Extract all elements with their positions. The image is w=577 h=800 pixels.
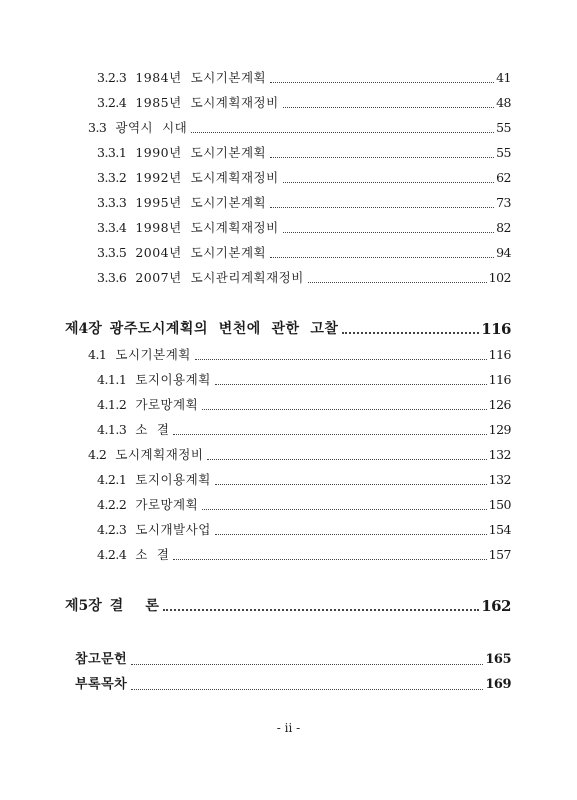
page-number: - ii - — [276, 721, 301, 735]
toc-entry-page: 132 — [488, 447, 511, 462]
toc-entry-title: 1990년 도시기본계획 — [135, 145, 267, 160]
toc-entry-page: 55 — [496, 145, 511, 160]
toc-entry-page: 165 — [485, 652, 511, 667]
toc-entry-title: 도시기본계획 — [115, 347, 191, 362]
dot-leader — [283, 182, 494, 183]
toc-entry — [97, 522, 511, 538]
dot-leader — [195, 359, 487, 360]
toc-entry — [97, 422, 511, 438]
toc-entry — [88, 120, 511, 136]
dot-leader — [191, 132, 494, 133]
dot-leader — [283, 232, 494, 233]
toc-entry-page: 55 — [496, 120, 511, 135]
toc-entry-title: 토지이용계획 — [135, 472, 211, 487]
toc-entry-page: 169 — [485, 677, 511, 692]
dot-leader — [131, 664, 483, 665]
toc-entry-page: 116 — [481, 320, 511, 338]
toc-entry — [97, 547, 511, 563]
toc-entry-number: 3.3.6 — [97, 270, 127, 285]
toc-entry-page: 102 — [488, 270, 511, 285]
toc-entry — [75, 677, 511, 693]
toc-entry — [97, 220, 511, 236]
toc-entry-number: 4.1.1 — [97, 372, 127, 387]
toc-entry-number: 3.2.4 — [97, 95, 127, 110]
toc-entry — [97, 95, 511, 111]
toc-entry-title: 2007년 도시관리계획재정비 — [135, 270, 304, 285]
toc-entry-title: 참고문헌 — [75, 652, 128, 667]
toc-chapter-entry — [65, 320, 511, 338]
dot-leader — [270, 207, 494, 208]
dot-leader — [173, 559, 486, 560]
toc-entry-page: 116 — [488, 347, 511, 362]
toc-entry-page: 162 — [481, 597, 511, 615]
toc-entry-number: 제4장 — [65, 321, 102, 337]
toc-entry-page: 126 — [488, 397, 511, 412]
dot-leader — [270, 82, 494, 83]
dot-leader — [207, 459, 486, 460]
toc-entry-title: 1992년 도시계획재정비 — [135, 170, 279, 185]
toc-entry-title: 1985년 도시계획재정비 — [135, 95, 279, 110]
toc-entry — [97, 195, 511, 211]
toc-chapter-entry — [65, 597, 511, 615]
dot-leader — [270, 257, 494, 258]
toc-entry-title: 부록목차 — [75, 677, 128, 692]
dot-leader — [202, 509, 486, 510]
toc-entry-number: 4.1 — [88, 347, 107, 362]
toc-entry — [88, 447, 511, 463]
toc-entry — [75, 652, 511, 668]
dot-leader — [308, 282, 487, 283]
toc-entry-page: 154 — [488, 522, 511, 537]
toc-entry-page: 62 — [496, 170, 511, 185]
toc-entry-page: 82 — [496, 220, 511, 235]
toc-entry-title: 토지이용계획 — [135, 372, 211, 387]
toc-entry — [97, 372, 511, 388]
toc-entry-number: 4.2.4 — [97, 547, 127, 562]
toc-entry-title: 가로망계획 — [135, 397, 199, 412]
toc-entry-title: 소 결 — [135, 422, 170, 437]
dot-leader — [163, 609, 479, 611]
toc-entry-page: 48 — [496, 95, 511, 110]
toc-entry-title: 1984년 도시기본계획 — [135, 70, 267, 85]
toc-entry-title: 광주도시계획의 변천에 관한 고찰 — [109, 321, 339, 337]
toc-entry-title: 결 론 — [109, 598, 160, 614]
toc-entry-number: 3.3.1 — [97, 145, 127, 160]
dot-leader — [270, 157, 494, 158]
toc-entry-page: 116 — [488, 372, 511, 387]
toc-entry-page: 157 — [488, 547, 511, 562]
toc-entry — [97, 145, 511, 161]
toc-entry — [97, 397, 511, 413]
toc-entry-title: 1998년 도시계획재정비 — [135, 220, 279, 235]
toc-entry-number: 3.2.3 — [97, 70, 127, 85]
toc-entry-title: 가로망계획 — [135, 497, 199, 512]
toc-entry-title: 광역시 시대 — [115, 120, 188, 135]
dot-leader — [131, 689, 483, 690]
toc-entry-page: 132 — [488, 472, 511, 487]
toc-entry-number: 4.2.1 — [97, 472, 127, 487]
toc-entry-page: 150 — [488, 497, 511, 512]
toc-entry — [88, 347, 511, 363]
toc-entry-number: 3.3.4 — [97, 220, 127, 235]
toc-entry-number: 3.3.5 — [97, 245, 127, 260]
toc-entry-number: 4.2.3 — [97, 522, 127, 537]
toc-entry — [97, 245, 511, 261]
toc-entry-page: 94 — [496, 245, 511, 260]
toc-entry-number: 4.2.2 — [97, 497, 127, 512]
toc-entry-number: 4.1.3 — [97, 422, 127, 437]
toc-entry-page: 129 — [488, 422, 511, 437]
toc-entry-title: 1995년 도시기본계획 — [135, 195, 267, 210]
dot-leader — [173, 434, 486, 435]
toc-entry — [97, 70, 511, 86]
dot-leader — [215, 384, 487, 385]
toc-entry-title: 도시개발사업 — [135, 522, 211, 537]
toc-entry-number: 3.3.3 — [97, 195, 127, 210]
dot-leader — [202, 409, 486, 410]
dot-leader — [342, 332, 479, 334]
toc-entry-page: 73 — [496, 195, 511, 210]
toc-entry-number: 4.1.2 — [97, 397, 127, 412]
toc-entry-page: 41 — [496, 70, 511, 85]
toc-entry-title: 2004년 도시기본계획 — [135, 245, 267, 260]
toc-entry — [97, 497, 511, 513]
toc-entry-number: 4.2 — [88, 447, 107, 462]
toc-entry-number: 3.3 — [88, 120, 107, 135]
toc-entry-title: 소 결 — [135, 547, 170, 562]
dot-leader — [215, 534, 487, 535]
toc-entry-number: 3.3.2 — [97, 170, 127, 185]
toc-entry — [97, 270, 511, 286]
dot-leader — [283, 107, 494, 108]
toc-entry — [97, 472, 511, 488]
toc-entry-title: 도시계획재정비 — [115, 447, 204, 462]
dot-leader — [215, 484, 487, 485]
toc-entry-number: 제5장 — [65, 598, 102, 614]
toc-entry — [97, 170, 511, 186]
